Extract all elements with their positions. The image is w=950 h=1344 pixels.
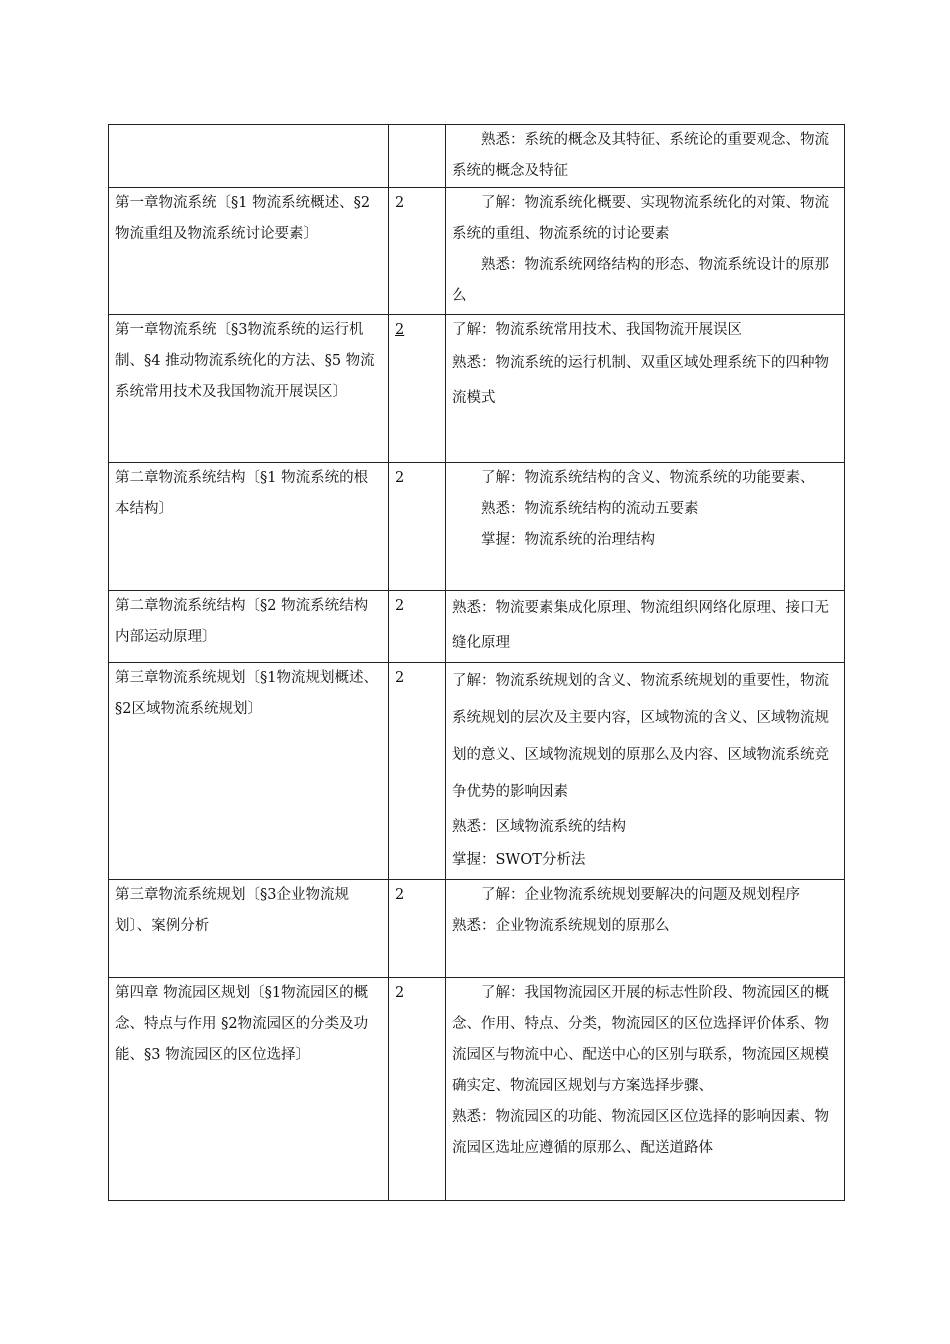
- hours-cell: 2: [389, 880, 446, 978]
- content-line: 了解：物流系统化概要、实现物流系统化的对策、物流系统的重组、物流系统的讨论要素: [452, 195, 829, 242]
- content-cell: [446, 663, 845, 880]
- content-cell: [446, 463, 845, 591]
- table-row: [109, 315, 845, 463]
- content-cell: [446, 188, 845, 315]
- syllabus-table: [108, 124, 845, 1201]
- table-row: [109, 880, 845, 978]
- content-cell: [446, 125, 845, 188]
- hours-cell: 2: [389, 663, 446, 880]
- content-line: 了解：我国物流园区开展的标志性阶段、物流园区的概念、作用、特点、分类，物流园区的区位选择评价体系、物流园区与物流中心、配送中心的区别与联系，物流园区规模确实定、物流园区规划与方案选择步骤、: [452, 985, 829, 1094]
- content-cell: [446, 315, 845, 463]
- content-cell: [446, 880, 845, 978]
- hours-cell: 2: [389, 188, 446, 315]
- content-line: 熟悉：区域物流系统的结构: [452, 819, 626, 835]
- content-line: 了解：物流系统规划的含义、物流系统规划的重要性，物流系统规划的层次及主要内容，区域物流的含义、区域物流规划的意义、区域物流规划的原那么及内容、区域物流系统竞争优势的影响因素: [452, 673, 829, 800]
- topic-cell: [109, 125, 389, 188]
- topic-cell: 第一章物流系统〔§3物流系统的运行机制、§4 推动物流系统化的方法、§5 物流系统常用技术及我国物流开展误区〕: [109, 315, 389, 463]
- content-line: 熟悉：物流系统网络结构的形态、物流系统设计的原那么: [452, 257, 829, 304]
- hours-cell: [389, 125, 446, 188]
- topic-cell: 第三章物流系统规划〔§3企业物流规划〕、案例分析: [109, 880, 389, 978]
- content-line: 掌握：SWOT分析法: [452, 852, 586, 868]
- hours-cell: 2: [389, 591, 446, 663]
- content-line: 熟悉：系统的概念及其特征、系统论的重要观念、物流系统的概念及特征: [452, 132, 829, 179]
- table-row: [109, 591, 845, 663]
- table-row: [109, 188, 845, 315]
- topic-cell: 第二章物流系统结构〔§2 物流系统结构内部运动原理〕: [109, 591, 389, 663]
- content-line: 熟悉：物流系统结构的流动五要素: [481, 501, 699, 517]
- content-line: 熟悉：物流园区的功能、物流园区区位选择的影响因素、物流园区选址应遵循的原那么、配送道路体: [452, 1109, 829, 1156]
- topic-cell: 第一章物流系统〔§1 物流系统概述、§2物流重组及物流系统讨论要素〕: [109, 188, 389, 315]
- table-row: [109, 663, 845, 880]
- table-row: [109, 978, 845, 1201]
- hours-cell: 2: [389, 978, 446, 1201]
- content-line: 了解：企业物流系统规划要解决的问题及规划程序: [481, 887, 800, 903]
- content-line: 了解：物流系统结构的含义、物流系统的功能要素、: [481, 470, 815, 486]
- content-cell: [446, 591, 845, 663]
- topic-cell: 第二章物流系统结构〔§1 物流系统的根本结构〕: [109, 463, 389, 591]
- topic-cell: 第四章 物流园区规划〔§1物流园区的概念、特点与作用 §2物流园区的分类及功能、§3 物流园区的区位选择〕: [109, 978, 389, 1201]
- table-row: [109, 125, 845, 188]
- content-line: 掌握：物流系统的治理结构: [481, 532, 655, 548]
- content-line: 了解：物流系统常用技术、我国物流开展误区: [452, 322, 742, 338]
- table-row: [109, 463, 845, 591]
- hours-value: 2: [395, 322, 405, 338]
- content-line: 熟悉：企业物流系统规划的原那么: [452, 918, 670, 934]
- topic-cell: 第三章物流系统规划〔§1物流规划概述、§2区域物流系统规划〕: [109, 663, 389, 880]
- content-cell: [446, 978, 845, 1201]
- hours-cell: 2: [389, 463, 446, 591]
- hours-cell: [389, 315, 446, 463]
- content-line: 熟悉：物流系统的运行机制、双重区域处理系统下的四种物流模式: [452, 355, 829, 406]
- content-line: 熟悉：物流要素集成化原理、物流组织网络化原理、接口无缝化原理: [452, 600, 829, 651]
